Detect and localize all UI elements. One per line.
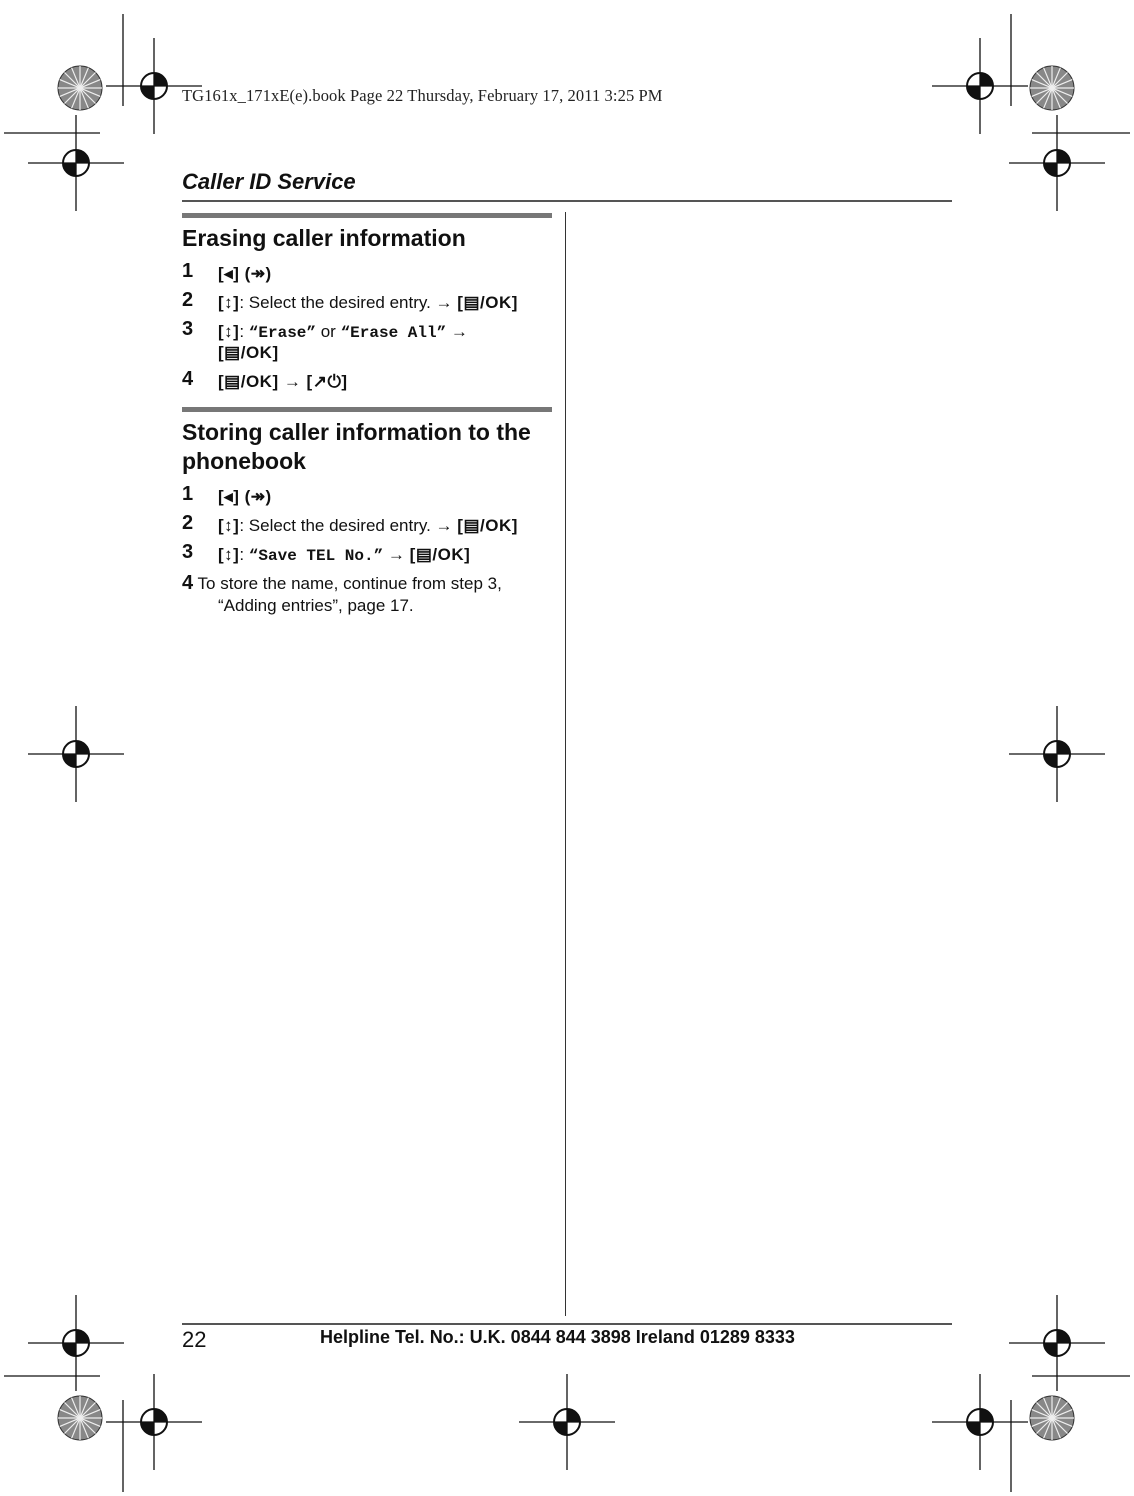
option-save-tel-no: “Save TEL No.” [248, 547, 384, 565]
step-text [218, 322, 563, 363]
step-number: 1 [182, 260, 194, 282]
navigator-key: [↕] [218, 516, 240, 535]
navigator-key: [↕] [218, 545, 240, 564]
step-text: [◂] (↠) [218, 264, 272, 283]
step-text [218, 545, 563, 566]
menu-ok-key: [▤/OK] [218, 343, 279, 362]
step-text: [▤/OK] → [↗⏻] [218, 372, 348, 391]
step-or: or [316, 322, 341, 341]
running-head: Caller ID Service [182, 169, 356, 194]
step-text-line-1: To store the name, continue from step 3, [197, 574, 502, 593]
store-step-4 [182, 572, 562, 617]
menu-ok-key: [▤/OK] [457, 516, 518, 535]
section-divider [182, 213, 552, 218]
step-number: 3 [182, 541, 194, 563]
step-separator: : [239, 322, 249, 341]
navigator-key: [↕] [218, 322, 240, 341]
menu-ok-key: [▤/OK] [409, 545, 471, 564]
running-head-rule [182, 200, 952, 202]
step-number: 3 [182, 318, 194, 340]
step-number: 4 [182, 368, 194, 390]
step-separator: : [239, 545, 249, 564]
column-divider [565, 212, 566, 1316]
step-number: 2 [182, 512, 194, 534]
section-title-erasing: Erasing caller information [182, 225, 466, 251]
step-text [218, 293, 563, 313]
print-slug-line: TG161x_171xE(e).book Page 22 Thursday, February 17, 2011 3:25 PM [182, 86, 663, 105]
footer-rule [182, 1323, 952, 1325]
step-text-line-2: “Adding entries”, page 17. [218, 596, 414, 615]
step-instruction: : Select the desired entry. → [239, 293, 458, 312]
option-erase: “Erase” [248, 324, 316, 342]
erase-step-3 [182, 318, 562, 366]
section-title-storing: Storing caller information to the phonebook [182, 419, 531, 474]
navigator-key: [↕] [218, 293, 240, 312]
step-arrow: → [383, 545, 410, 564]
step-arrow: → [446, 322, 468, 341]
page-number: 22 [182, 1327, 207, 1352]
section-divider [182, 407, 552, 412]
step-text: [◂] (↠) [218, 487, 272, 506]
menu-ok-key: [▤/OK] [457, 293, 518, 312]
helpline-text: Helpline Tel. No.: U.K. 0844 844 3898 Ireland 01289 8333 [320, 1327, 795, 1347]
step-number: 2 [182, 289, 194, 311]
step-instruction: : Select the desired entry. → [239, 516, 458, 535]
step-text [218, 516, 563, 536]
step-number: 4 [182, 572, 194, 594]
option-erase-all: “Erase All” [340, 324, 447, 342]
step-number: 1 [182, 483, 194, 505]
